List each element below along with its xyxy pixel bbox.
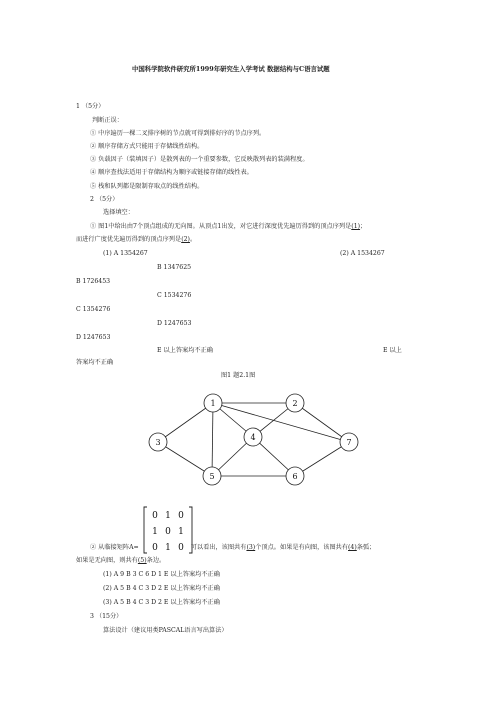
q3-subheading: 算法设计（建议用类PASCAL语言写出算法） (103, 627, 228, 634)
graph-node-label: 3 (155, 438, 161, 447)
text-span: 。 (189, 236, 197, 243)
q1-item: ④ 顺序查找法适用于存储结构为顺序或链接存储的线性表。 (90, 169, 253, 176)
text-span: ① 图1中给出由7个顶点组成的无向图。从顶点1出发，对它进行深度优先遍历得到的顶点序列是 (90, 223, 352, 230)
graph-node-label: 4 (250, 433, 256, 442)
text-span: ； (360, 223, 367, 230)
q2-paragraph-line (90, 223, 366, 231)
answer-option-line: (2) A 5 B 4 C 3 D 2 E 以上答案均不正确 (103, 585, 220, 592)
page-title: 中国科学院软件研究所1999年研究生入学考试 数据结构与C语言试题 (132, 65, 330, 73)
text-span: ② 从临接矩阵A= (90, 544, 139, 551)
blank-2: (2) (181, 236, 190, 243)
q2-subheading: 选择填空： (103, 209, 134, 216)
answer-option-line: (1) A 9 B 3 C 6 D 1 E 以上答案均不正确 (103, 571, 220, 578)
matrix-cell: 1 (152, 527, 158, 537)
graph-node-label: 5 (209, 472, 215, 481)
option-line: (1) A 1354267 (103, 250, 148, 257)
answer-option-line: (3) A 5 B 4 C 3 D 2 E 以上答案均不正确 (103, 599, 220, 606)
q1-item: ⑤ 栈和队列都是限制存取点的线性结构。 (90, 183, 204, 190)
matrix-cell: 0 (178, 511, 184, 521)
graph-node-label: 2 (292, 399, 298, 408)
q1-heading: 1 （5分） (76, 103, 105, 110)
option-line: D 1247653 (157, 320, 192, 327)
text-span: 个顶点。如果是有向图，该图共有 (255, 544, 349, 551)
option-line: C 1534276 (157, 292, 192, 299)
option-line: C 1354276 (76, 306, 111, 313)
option-line: D 1247653 (76, 334, 111, 341)
graph-edge (295, 442, 349, 476)
text-span: 条弧； (356, 544, 376, 551)
figure-caption: 图1 题2.1图 (221, 372, 256, 379)
option-line: 答案均不正确 (76, 359, 114, 366)
text-span: 条边。 (146, 557, 166, 564)
blank-1: (1) (351, 223, 361, 230)
text-span: 如果是无向图，则共有 (76, 557, 138, 564)
matrix-cell: 0 (152, 511, 158, 521)
q2-paragraph-line (76, 236, 196, 244)
undirected-graph-figure (130, 385, 370, 490)
graph-node-label: 7 (346, 438, 352, 447)
option-line: B 1347625 (157, 264, 192, 271)
matrix-cell: 1 (178, 527, 184, 537)
q2-heading: 2 （5分） (90, 196, 119, 203)
graph-edge (158, 403, 213, 442)
option-line: B 1726453 (76, 278, 111, 285)
graph-edge (212, 403, 213, 476)
option-line: E 以上答案均不正确 (157, 347, 213, 354)
q3-heading: 3 （15分） (90, 613, 123, 620)
graph-edge (213, 403, 349, 442)
matrix-cell: 0 (152, 543, 158, 553)
matrix-cell: 0 (178, 543, 184, 553)
q2-paragraph-line (76, 557, 165, 565)
matrix-cell: 1 (165, 543, 171, 553)
blank-4: (4) (348, 544, 357, 551)
text-span: 而进行广度优先遍历得到的顶点序列是 (76, 236, 182, 243)
graph-node-label: 6 (292, 472, 298, 481)
blank-3: (3) (246, 544, 256, 551)
blank-5: (5) (137, 557, 147, 564)
matrix-cell: 1 (165, 511, 171, 521)
q1-item: ③ 负载因子（装填因子）是散列表的一个重要参数，它反映散列表的装满程度。 (90, 156, 309, 163)
text-span: 可以看出，该图共有 (190, 544, 247, 551)
option-line: (2) A 1534267 (340, 250, 385, 257)
q2-paragraph-line (90, 544, 375, 552)
graph-edge (295, 403, 349, 442)
graph-node-label: 1 (210, 399, 216, 408)
graph-edge (158, 442, 212, 476)
option-line: E 以上 (383, 347, 402, 354)
q1-subheading: 判断正误： (92, 117, 123, 124)
matrix-cell: 0 (165, 527, 171, 537)
q1-item: ① 中序遍历一棵二叉排序树的节点就可得到排好序的节点序列。 (90, 130, 266, 137)
q1-item: ② 顺序存储方式只能用于存储线性结构。 (90, 143, 204, 150)
